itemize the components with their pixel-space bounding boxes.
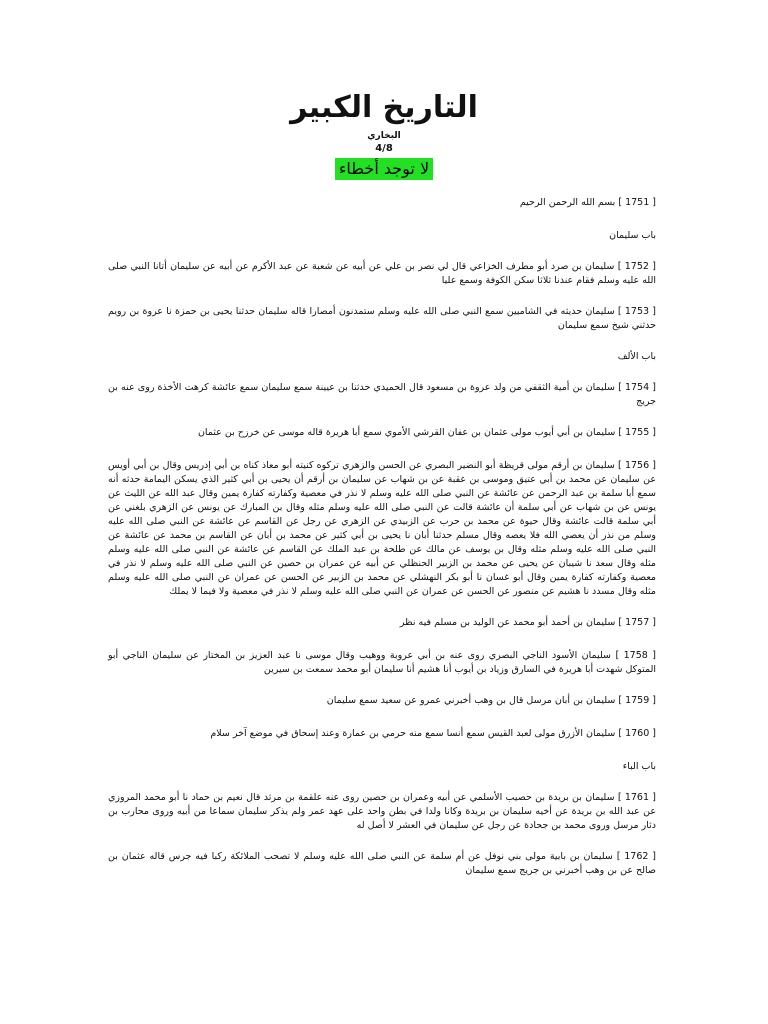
- entry-1761: [ 1761 ] سليمان بن بريدة بن حصيب الأسلمي عن أبيه وعمران بن حصين روى عنه علقمة بن مرثد قال نعيم بن حماد نا أبو محمد المروزي عن عبد الله بن بريدة عن أخيه سليمان بن بريدة وكانا ولدا في بطن واحد على عهد عمر ولم يذكر سليمان سماعا من أبيه وروى محارب بن دثار مرسل وروى محمد بن جحادة عن رجل عن سليمان في العشر لا أصل له: [108, 792, 657, 831]
- entry-1762: [ 1762 ] سليمان بن بابية مولى بني نوفل عن أم سلمة عن النبي صلى الله عليه وسلم لا تصحب الملائكة ركبا فيه جرس قاله عثمان بن صالح عن بن وهب أخبرني بن جريج سمع سليمان: [108, 851, 656, 876]
- entry-1756: [ 1756 ] سليمان بن أرقم مولى قريظة أبو النضير البصري عن الحسن والزهري تركوه كنيته أبو معاذ كناه بن أبي إدريس وقال بن أبي أويس عن سليمان عن محمد بن أبي عتيق وموسى بن عقبة عن بن شهاب عن سليمان بن أرقم أن يحيى بن أبي كثير الذي يسكن اليمامة حدثه أنه سمع أبا سلمة بن عبد الرحمن عن عائشة عن النبي صلى الله عليه وسلم لا نذر في معصية وكفارته كفارة يمين وقال عبد الله عن الليث عن يونس عن بن شهاب عن أبي سلمة أن عائشة قالت عن النبي صلى الله عليه وسلم مثله وقال بن المبارك عن يونس عن الزهري بلغني عن أبي سلمة قالت عائشة وقال حيوة عن محمد بن حرب عن الزبيدي عن الزهري عن رجل عن القاسم عن عائشة عن النبي صلى الله عليه وسلم من نذر أن يعصي الله فلا يعصه وقال مسلم حدثنا أبان نا يحيى بن أبي كثير عن محمد بن أبان عن القاسم بن محمد عن عائشة عن النبي صلى الله عليه وسلم مثله وقال بن يوسف عن مالك عن طلحة بن عبد الملك عن القاسم عن عائشة عن النبي صلى الله عليه وسلم مثله وقال سعد نا شيبان عن يحيى عن محمد بن الزبير الحنظلي عن أبيه عن عمران بن حصين عن النبي صلى الله عليه وسلم لا نذر في معصية وكفارته كفارة يمين وقال أبو غسان نا أبو بكر النهشلي عن محمد بن الزبير عن الحسن عن عمران عن النبي صلى الله عليه وسلم مثله وقال مسدد نا هشيم عن منصور عن الحسن عن عمران عن النبي صلى الله عليه وسلم لا نذر في معصية ولا فيما لا يملك: [108, 460, 657, 597]
- book-title: التاريخ الكبير: [290, 90, 478, 125]
- entry-1753: [ 1753 ] سليمان حديثه في الشاميين سمع النبي صلى الله عليه وسلم ستمدنون أمصارا قاله سليمان حدثنا يحيى بن حمزة نا عروة بن رويم حدثني شيخ سمع سليمان: [108, 306, 656, 331]
- section-heading: باب سليمان: [609, 230, 656, 241]
- document-body: [108, 196, 656, 895]
- entry-1754: [ 1754 ] سليمان بن أمية الثقفي من ولد عروة بن مسعود قال الحميدي حدثنا بن عيينة سمع سليمان سمع عائشة كرهت الأخذة روى عنه بن جريج: [108, 382, 656, 407]
- entry-1759: [ 1759 ] سليمان بن أبان مرسل قال بن وهب أخبرني عمرو عن سعيد سمع سليمان: [326, 695, 656, 706]
- entry-1755: [ 1755 ] سليمان بن أبي أيوب مولى عثمان بن عفان القرشي الأموي سمع أبا هريرة قاله موسى عن خرزح بن عثمان: [197, 427, 656, 438]
- entry-1758: [ 1758 ] سليمان الأسود الناجي البصري روى عنه بن أبي عروبة ووهيب وقال موسى نا عبد العزيز بن المختار عن سليمان الناجي أبو المتوكل شهدت أبا هريرة في السارق وزياد بن أيوب أنا هشيم أنا سليمان أبو محمد سمعت بن سيرين: [108, 650, 656, 675]
- entry-1751: [ 1751 ] بسم الله الرحمن الرحيم: [519, 197, 656, 208]
- volume-number: 4/8: [375, 143, 393, 154]
- entry-1752: [ 1752 ] سليمان بن صرد أبو مطرف الخزاعي قال لي نصر بن علي عن أبيه عن شعبة عن عبد الأكرم عن أبيه عن سليمان أتانا النبي صلى الله عليه وسلم فقام عندنا ثلاثا سكن الكوفة وسمع عليا: [108, 261, 656, 286]
- author-name: البخاري: [367, 131, 401, 141]
- section-heading: باب الباء: [622, 761, 656, 772]
- status-badge: لا توجد أخطاء: [335, 158, 433, 180]
- section-heading: باب الألف: [617, 351, 656, 362]
- document-header: [0, 88, 768, 180]
- entry-1757: [ 1757 ] سليمان بن أحمد أبو محمد عن الوليد بن مسلم فيه نظر: [399, 617, 656, 628]
- entry-1760: [ 1760 ] سليمان الأزرق مولى لعبد القيس سمع أنسا سمع منه حرمي بن عمارة وعند إسحاق في موضع آخر سلام: [210, 728, 656, 739]
